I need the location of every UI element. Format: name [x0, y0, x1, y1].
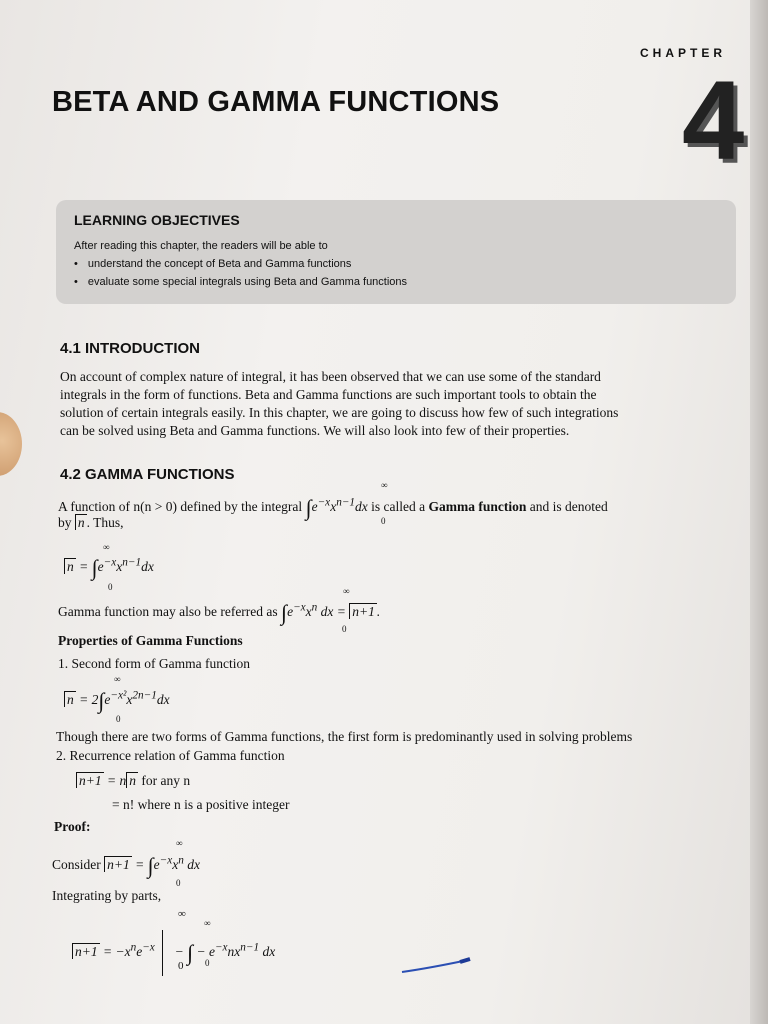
- alt-definition-line: [58, 600, 380, 626]
- limit-upper: ∞: [204, 918, 211, 928]
- consider-text: Consider: [52, 857, 101, 872]
- integration-by-parts-formula: $n+1 = -x^ne^{-x}$ − ∫ − $e^{-x}nx^{n-1}$ dx: [72, 930, 275, 976]
- property-1: 1. Second form of Gamma function: [58, 656, 250, 671]
- limit-upper: ∞: [114, 674, 121, 684]
- recurrence-formula: n+1 = n n for any n: [76, 773, 190, 789]
- definition-text: and is denoted: [529, 499, 608, 514]
- limit-lower: 0: [381, 516, 386, 526]
- intro-heading: 4.1 INTRODUCTION: [60, 340, 201, 357]
- intro-line: can be solved using Beta and Gamma functions. We will also look into few of their properties.: [60, 423, 570, 438]
- page-edge: [750, 0, 768, 1024]
- by-text: by: [58, 515, 72, 530]
- for-any-text: for any n: [141, 773, 191, 788]
- integrand: $\int e^{-x}x^{n-1}dx$: [305, 495, 368, 520]
- alt-text: Gamma function may also be referred as: [58, 604, 278, 619]
- alt-formula: $\int e^{-x}x^n$ dx = n+1 .: [281, 600, 381, 625]
- gamma-function-term: Gamma function: [428, 499, 527, 514]
- denoted-line: [58, 515, 124, 531]
- thus-text: . Thus,: [86, 515, 124, 530]
- definition-text: is called a: [371, 499, 426, 514]
- chapter-number: 4: [682, 58, 745, 183]
- limit-upper: ∞: [103, 542, 110, 552]
- page-title: BETA AND GAMMA FUNCTIONS: [52, 86, 500, 118]
- intro-line: solution of certain integrals easily. In this chapter, we are going to discuss how few of such integrations: [60, 405, 619, 420]
- intro-paragraph: [60, 368, 750, 440]
- gamma-symbol: n: [75, 514, 87, 530]
- forms-note: Though there are two forms of Gamma functions, the first form is predominantly used in solving problems: [56, 729, 633, 744]
- objective-item: • evaluate some special integrals using Beta and Gamma functions: [74, 276, 407, 294]
- proof-label: Proof:: [54, 819, 91, 834]
- limit-lower: 0: [178, 960, 184, 972]
- gamma-definition-line: [58, 495, 608, 521]
- chapter-label: CHAPTER: [640, 46, 727, 60]
- limit-upper: ∞: [381, 480, 388, 490]
- pen-mark: [400, 956, 472, 976]
- gamma-definition-formula: $n = \int e^{-x}x^{n-1}dx$: [64, 555, 154, 581]
- finger-thumb: [0, 412, 22, 476]
- second-form-formula: $n = 2\int e^{-x^2}x^{2n-1}dx$: [64, 688, 170, 714]
- gamma-heading: 4.2 GAMMA FUNCTIONS: [60, 466, 235, 483]
- intro-line: integrals in the form of functions. Beta and Gamma functions are such important tools to obtain the: [60, 387, 597, 402]
- limit-upper: ∞: [176, 838, 183, 848]
- limit-lower: 0: [116, 714, 121, 724]
- limit-upper: ∞: [343, 586, 350, 596]
- limit-lower: 0: [342, 624, 347, 634]
- limit-upper: ∞: [178, 908, 186, 920]
- definition-text: A function of n(n > 0) defined by the integral: [58, 499, 303, 514]
- limit-lower: 0: [205, 958, 210, 968]
- property-2: 2. Recurrence relation of Gamma function: [56, 748, 285, 763]
- properties-heading: Properties of Gamma Functions: [58, 633, 243, 648]
- limit-lower: 0: [108, 582, 113, 592]
- learning-objectives-title: LEARNING OBJECTIVES: [74, 212, 240, 228]
- learning-objectives-list: [74, 258, 407, 294]
- factorial-line: = n! where n is a positive integer: [112, 797, 290, 812]
- consider-line: Consider $n+1 = \int e^{-x}x^n$ dx: [52, 853, 200, 878]
- learning-objectives-intro: After reading this chapter, the readers will be able to: [74, 240, 328, 252]
- objective-item: • understand the concept of Beta and Gamma functions: [74, 258, 407, 276]
- integrating-text: Integrating by parts,: [52, 888, 162, 903]
- limit-lower: 0: [176, 878, 181, 888]
- intro-line: On account of complex nature of integral, it has been observed that we can use some of the standard: [60, 369, 601, 384]
